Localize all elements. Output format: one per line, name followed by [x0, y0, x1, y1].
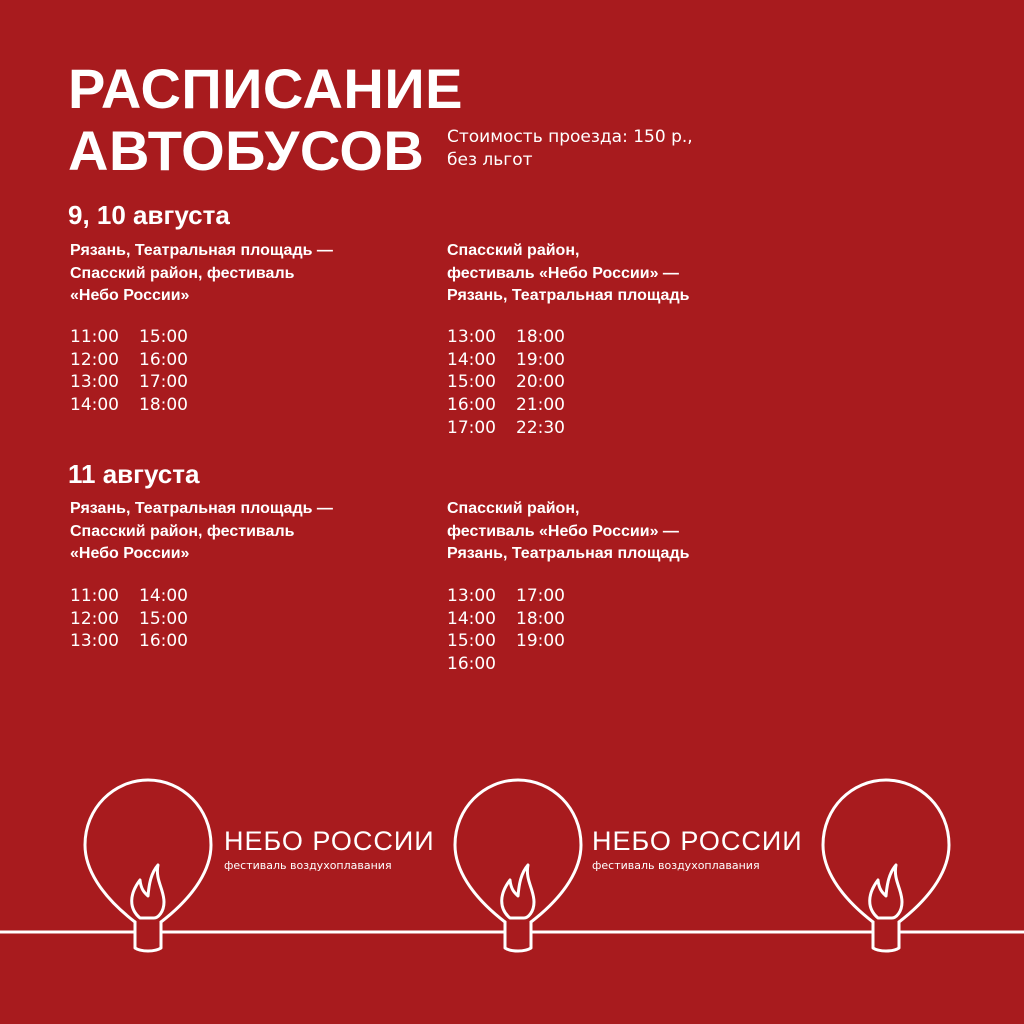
departure-time: 17:00 — [139, 372, 188, 393]
route-line: Рязань, Театральная площадь — [447, 545, 690, 562]
festival-logo-1 — [224, 826, 435, 872]
logo-name: НЕБО РОССИИ — [592, 826, 803, 856]
departure-time: 11:00 — [70, 327, 119, 347]
departure-time: 13:00 — [447, 327, 496, 347]
logo-subtitle: фестиваль воздухоплавания — [592, 859, 760, 872]
route-line: фестиваль «Небо России» — — [447, 522, 679, 540]
departure-time: 14:00 — [139, 586, 188, 606]
departure-time: 16:00 — [447, 395, 496, 416]
departure-time: 15:00 — [139, 608, 188, 629]
departure-time: 16:00 — [139, 631, 188, 652]
route-line: Спасский район, — [447, 242, 580, 259]
departure-time: 13:00 — [70, 372, 119, 393]
departure-time: 12:00 — [70, 608, 119, 629]
departure-time: 16:00 — [447, 654, 496, 675]
departure-time: 22:30 — [516, 417, 565, 438]
departure-time: 19:00 — [516, 631, 565, 652]
balloon-icon — [455, 780, 581, 951]
day-heading-2: 11 августа — [68, 459, 200, 489]
departure-time: 15:00 — [139, 327, 188, 347]
festival-logo-2 — [592, 826, 803, 872]
route-line: Спасский район, фестиваль — [70, 522, 295, 540]
fare-line-2: без льгот — [447, 150, 533, 170]
route-line: Рязань, Театральная площадь — — [70, 500, 333, 517]
departure-time: 18:00 — [516, 327, 565, 347]
departure-time: 14:00 — [70, 395, 119, 416]
logo-name: НЕБО РОССИИ — [224, 826, 435, 856]
day-heading-1: 9, 10 августа — [68, 200, 230, 230]
title-line-1: РАСПИСАНИЕ — [68, 57, 463, 120]
route-line: фестиваль «Небо России» — — [447, 264, 679, 282]
route-line: Рязань, Театральная площадь — — [70, 242, 333, 259]
departure-time: 13:00 — [447, 586, 496, 606]
departure-time: 19:00 — [516, 349, 565, 370]
fare-line-1: Стоимость проезда: 150 р., — [447, 127, 693, 147]
departure-time: 21:00 — [516, 395, 565, 416]
departure-time: 14:00 — [447, 608, 496, 629]
departure-time: 18:00 — [139, 395, 188, 416]
route-line: «Небо России» — [70, 287, 190, 304]
route-line: Рязань, Театральная площадь — [447, 287, 690, 304]
route-line: Спасский район, фестиваль — [70, 264, 295, 282]
route-line: «Небо России» — [70, 545, 190, 562]
departure-time: 16:00 — [139, 349, 188, 370]
departure-time: 13:00 — [70, 631, 119, 652]
logo-subtitle: фестиваль воздухоплавания — [224, 859, 392, 872]
balloon-icon — [823, 780, 949, 951]
departure-time: 17:00 — [447, 417, 496, 438]
departure-time: 20:00 — [516, 372, 565, 393]
departure-time: 17:00 — [516, 586, 565, 606]
departure-time: 15:00 — [447, 372, 496, 393]
departure-time: 14:00 — [447, 349, 496, 370]
balloon-icon — [85, 780, 211, 951]
departure-time: 12:00 — [70, 349, 119, 370]
departure-time: 15:00 — [447, 631, 496, 652]
route-line: Спасский район, — [447, 500, 580, 517]
title-line-2: АВТОБУСОВ — [68, 119, 425, 182]
departure-time: 18:00 — [516, 608, 565, 629]
departure-time: 11:00 — [70, 586, 119, 606]
